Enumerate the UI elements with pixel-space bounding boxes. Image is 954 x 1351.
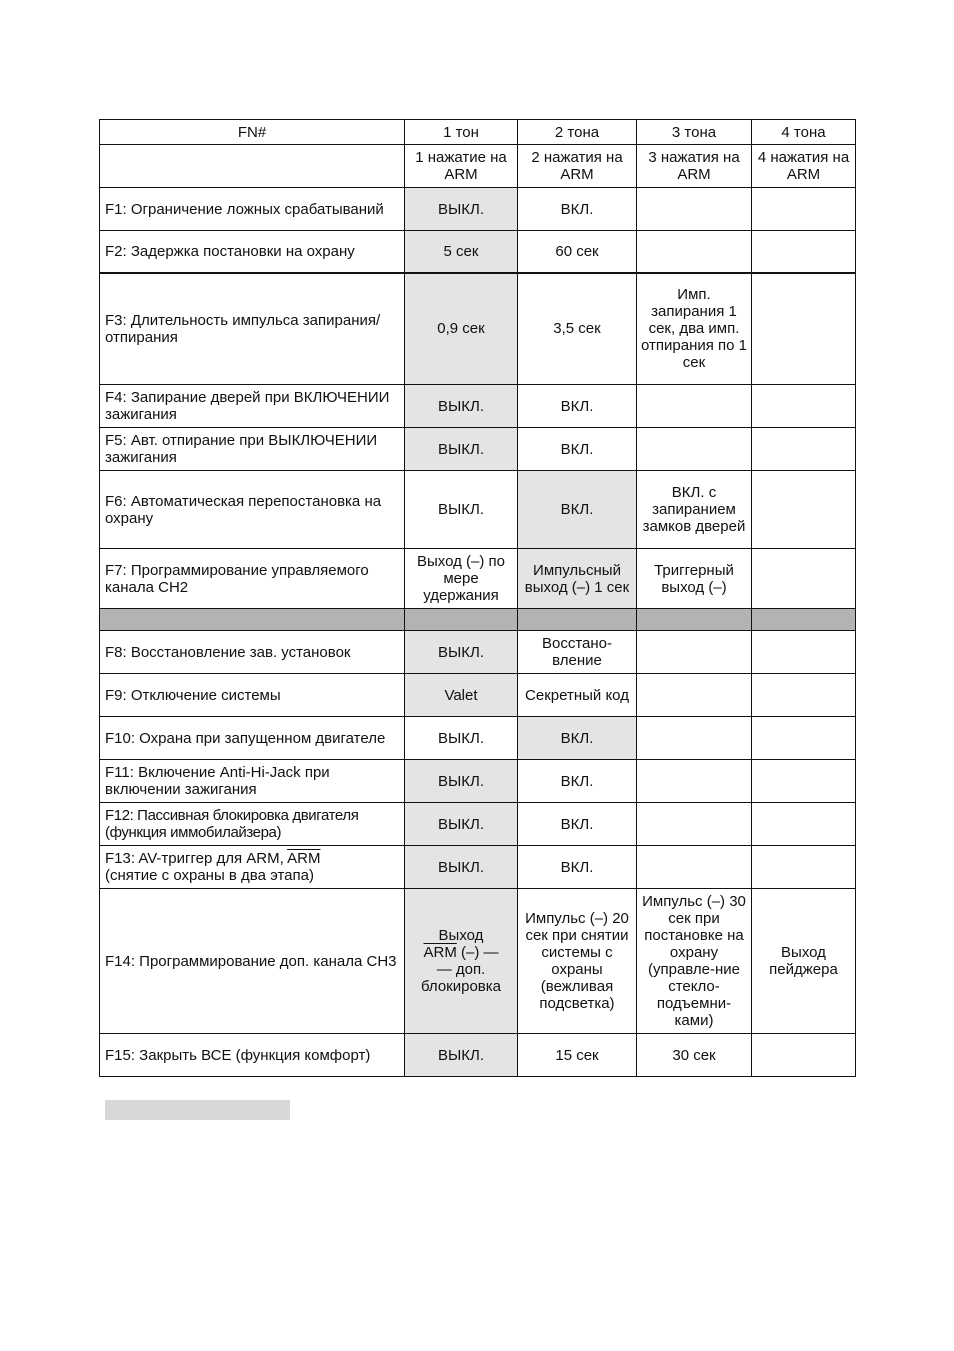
option-cell: Импульсный выход (–) 1 сек <box>518 549 637 609</box>
option-cell: ВЫКЛ. <box>405 188 518 231</box>
option-cell <box>752 674 856 717</box>
option-cell <box>752 188 856 231</box>
table-row-f13 <box>100 846 856 889</box>
option-cell: ВЫКЛ. <box>405 846 518 889</box>
header-cell-fn: FN# <box>100 120 405 145</box>
option-part: (–) — <box>456 944 499 961</box>
option-cell: ВКЛ. с запиранием замков дверей <box>637 471 752 549</box>
option-cell: 30 сек <box>637 1034 752 1077</box>
function-name: F9: Отключение системы <box>100 674 405 717</box>
function-name: F1: Ограничение ложных срабатываний <box>100 188 405 231</box>
table-row-f5 <box>100 428 856 471</box>
option-cell <box>637 631 752 674</box>
option-cell: ВКЛ. <box>518 717 637 760</box>
arm-overline-text: $\overline{ARM}$ <box>287 850 321 867</box>
option-cell <box>637 760 752 803</box>
function-name <box>100 846 405 889</box>
header-cell-tone-4: 4 тона <box>752 120 856 145</box>
option-cell: ВКЛ. <box>518 385 637 428</box>
separator-cell <box>405 609 518 631</box>
function-name: F5: Авт. отпирание при ВЫКЛЮЧЕНИИ зажигания <box>100 428 405 471</box>
header-cell-tone-1: 1 тон <box>405 120 518 145</box>
default-legend-swatch <box>105 1100 290 1120</box>
table-row-f7 <box>100 549 856 609</box>
option-cell <box>637 803 752 846</box>
option-cell: ВЫКЛ. <box>405 385 518 428</box>
table-row-f1 <box>100 188 856 231</box>
table-row-f9 <box>100 674 856 717</box>
option-part: — доп. блокировка <box>420 961 501 995</box>
option-cell: ВКЛ. <box>518 803 637 846</box>
function-name-part: F13: AV-триггер для ARM, <box>105 850 288 867</box>
header-cell-tone-3: 3 тона <box>637 120 752 145</box>
option-cell: 15 сек <box>518 1034 637 1077</box>
option-cell: ВЫКЛ. <box>405 631 518 674</box>
option-cell <box>752 231 856 273</box>
option-cell: 5 сек <box>405 231 518 273</box>
function-name: F10: Охрана при запущенном двигателе <box>100 717 405 760</box>
option-cell <box>637 428 752 471</box>
option-cell <box>637 231 752 273</box>
option-cell: Импульс (–) 20 сек при снятии системы с охраны (вежливая подсветка) <box>518 889 637 1034</box>
option-cell <box>637 717 752 760</box>
table-row-f14 <box>100 889 856 1034</box>
function-name: F2: Задержка постановки на охрану <box>100 231 405 273</box>
option-cell <box>752 631 856 674</box>
table-row-f12 <box>100 803 856 846</box>
option-cell: ВЫКЛ. <box>405 1034 518 1077</box>
function-name: F4: Запирание дверей при ВКЛЮЧЕНИИ зажигания <box>100 385 405 428</box>
option-cell: ВКЛ. <box>518 846 637 889</box>
table-header-row <box>100 120 856 145</box>
option-cell <box>752 717 856 760</box>
option-part: Выход <box>438 927 484 944</box>
subheader-cell-empty <box>100 145 405 188</box>
function-name: F12: Пассивная блокировка двигателя (функция иммобилайзера) <box>100 803 405 846</box>
option-cell <box>752 428 856 471</box>
option-cell: Триггерный выход (–) <box>637 549 752 609</box>
table-row-f2 <box>100 231 856 273</box>
option-cell: ВЫКЛ. <box>405 428 518 471</box>
option-cell <box>752 803 856 846</box>
table-row-f3 <box>100 273 856 385</box>
option-cell: ВКЛ. <box>518 188 637 231</box>
option-cell: Секретный код <box>518 674 637 717</box>
header-cell-tone-2: 2 тона <box>518 120 637 145</box>
settings-table <box>99 119 856 1077</box>
option-cell: Имп. запирания 1 сек, два имп. отпирания по 1 сек <box>637 273 752 385</box>
table-row-f15 <box>100 1034 856 1077</box>
separator-cell <box>752 609 856 631</box>
option-cell <box>405 889 518 1034</box>
function-name: F7: Программирование управляемого канала CH2 <box>100 549 405 609</box>
option-cell <box>637 188 752 231</box>
option-cell: Выход (–) по мере удержания <box>405 549 518 609</box>
separator-cell <box>100 609 405 631</box>
option-cell: ВКЛ. <box>518 760 637 803</box>
option-cell: ВЫКЛ. <box>405 717 518 760</box>
option-cell <box>637 385 752 428</box>
subheader-cell-press-3: 3 нажатия на ARM <box>637 145 752 188</box>
table-subheader-row <box>100 145 856 188</box>
function-name: F6: Автоматическая перепостановка на охрану <box>100 471 405 549</box>
option-cell: ВЫКЛ. <box>405 760 518 803</box>
function-name: F14: Программирование доп. канала CH3 <box>100 889 405 1034</box>
table-row-f8 <box>100 631 856 674</box>
option-cell <box>752 760 856 803</box>
option-cell <box>752 1034 856 1077</box>
table-separator-row <box>100 609 856 631</box>
option-cell: 0,9 сек <box>405 273 518 385</box>
option-cell <box>752 549 856 609</box>
function-name: F3: Длительность импульса запирания/отпирания <box>100 273 405 385</box>
arm-overline-text: $\overline{ARM}$ <box>423 944 457 961</box>
table-row-f10 <box>100 717 856 760</box>
subheader-cell-press-2: 2 нажатия на ARM <box>518 145 637 188</box>
separator-cell <box>637 609 752 631</box>
table-row-f6 <box>100 471 856 549</box>
option-cell: Выход пейджера <box>752 889 856 1034</box>
option-cell: 3,5 сек <box>518 273 637 385</box>
option-cell: 60 сек <box>518 231 637 273</box>
option-cell <box>637 846 752 889</box>
separator-cell <box>518 609 637 631</box>
subheader-cell-press-1: 1 нажатие на ARM <box>405 145 518 188</box>
function-name-part: (снятие с охраны в два этапа) <box>105 867 314 884</box>
option-cell: ВКЛ. <box>518 471 637 549</box>
function-name: F15: Закрыть ВСЕ (функция комфорт) <box>100 1034 405 1077</box>
option-cell <box>752 273 856 385</box>
function-name: F8: Восстановление зав. установок <box>100 631 405 674</box>
option-cell <box>752 471 856 549</box>
option-cell: Восстано-вление <box>518 631 637 674</box>
option-cell: Импульс (–) 30 сек при постановке на охрану (управле-ние стекло-подъемни-ками) <box>637 889 752 1034</box>
function-name: F11: Включение Anti-Hi-Jack при включении зажигания <box>100 760 405 803</box>
table-row-f4 <box>100 385 856 428</box>
option-cell: ВЫКЛ. <box>405 803 518 846</box>
subheader-cell-press-4: 4 нажатия на ARM <box>752 145 856 188</box>
option-cell <box>637 674 752 717</box>
option-cell <box>752 385 856 428</box>
option-cell: ВКЛ. <box>518 428 637 471</box>
table-row-f11 <box>100 760 856 803</box>
option-cell <box>752 846 856 889</box>
option-cell: ВЫКЛ. <box>405 471 518 549</box>
option-cell: Valet <box>405 674 518 717</box>
